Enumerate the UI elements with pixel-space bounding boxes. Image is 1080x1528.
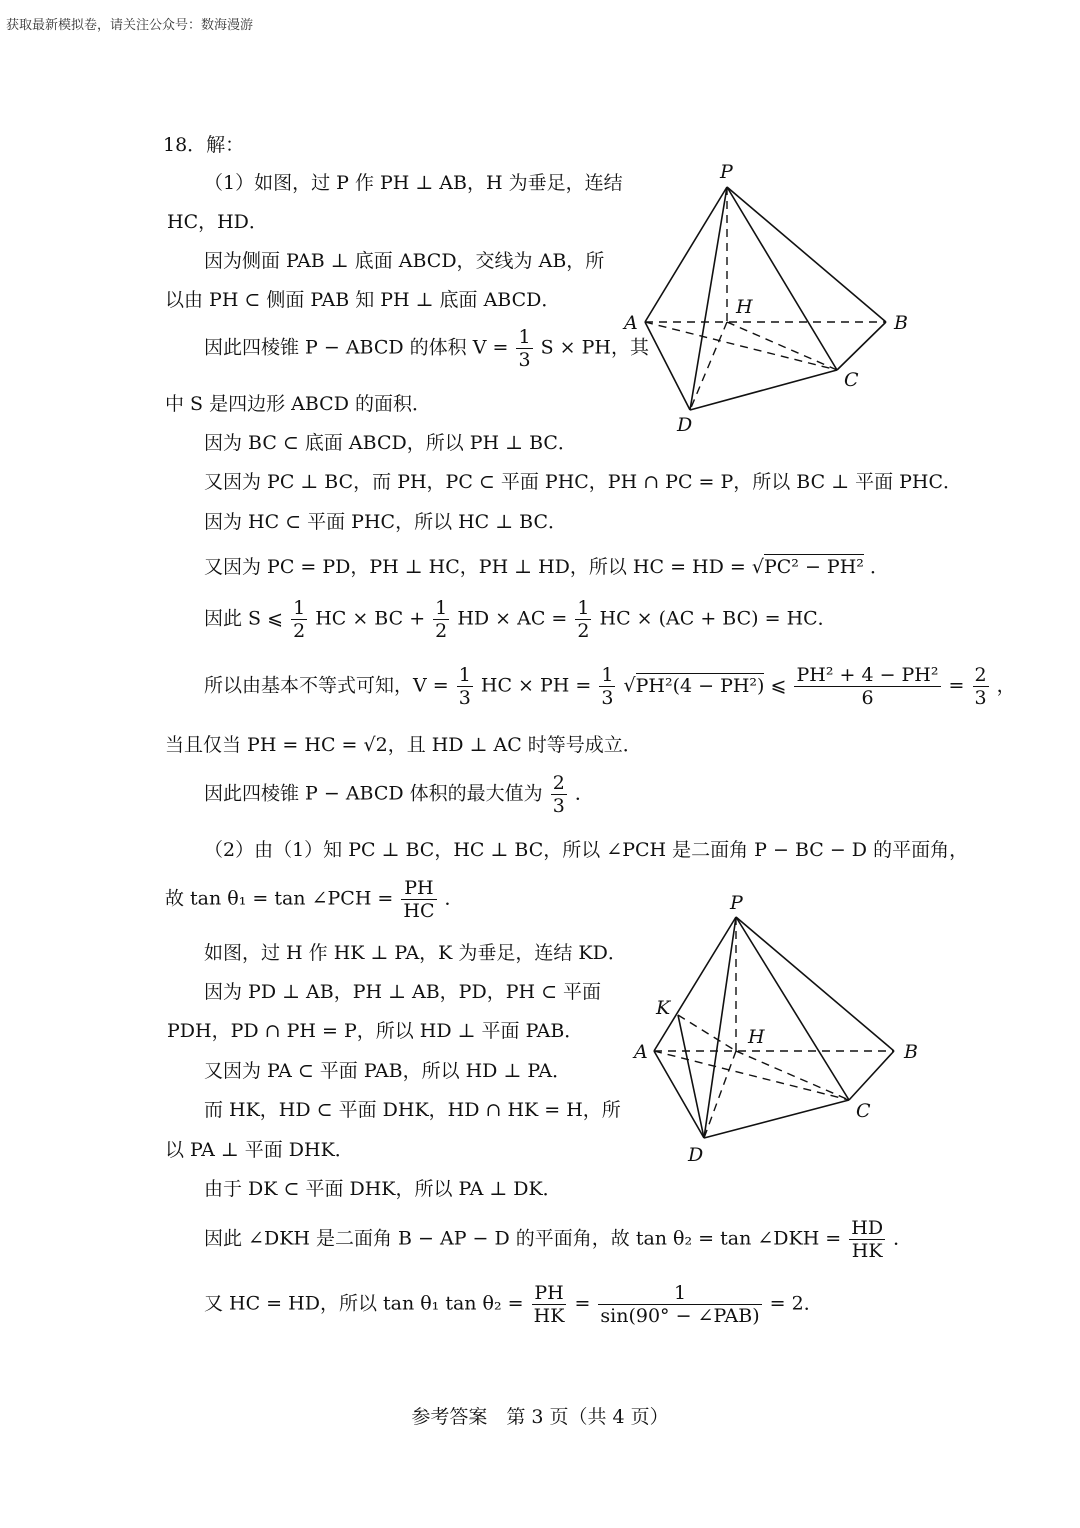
p1-line11-c: HD × AC = [457,607,568,630]
numerator: PH² + 4 − PH² [796,664,939,686]
p2-line2 [165,877,464,922]
label-k: K [656,997,671,1019]
label-h: H [736,296,753,318]
numerator: 1 [293,597,306,619]
fraction-two-thirds [551,772,567,817]
p1-line6: 中 S 是四边形 ABCD 的面积． [165,393,431,415]
numerator: PH [401,877,436,900]
label-b: B [904,1041,918,1063]
denominator: sin(90° − ∠PAB) [600,1305,760,1327]
denominator: 2 [577,620,590,642]
numerator: 1 [435,597,448,619]
p1-line12-c: ⩽ [770,674,787,697]
fraction-two-thirds [973,664,989,709]
numerator: 2 [974,664,987,686]
denominator: 3 [601,687,614,709]
numerator: PH [532,1282,567,1305]
p2-line5: PDH，PD ∩ PH = P，所以 HD ⊥ 平面 PAB． [167,1020,584,1042]
pyramid-figure-1 [610,150,930,450]
numerator: 2 [552,772,565,794]
p2-line8: 以 PA ⊥ 平面 DHK． [165,1139,354,1161]
radical: PC² − PH² [763,556,864,578]
denominator: HC [403,900,435,922]
p2-line6: 又因为 PA ⊂ 平面 PAB，所以 HD ⊥ PA． [204,1060,572,1082]
numerator: 1 [601,664,614,686]
label-p: P [730,892,743,914]
p2-line2-post: ． [444,887,464,910]
fraction-one-third [457,664,473,709]
p1-line5-post: S × PH，其 [540,336,649,359]
edge-pa [654,917,736,1051]
edge-pc [736,917,849,1100]
label-c: C [844,369,859,391]
numerator: 1 [598,1282,761,1305]
radical: PH²(4 − PH²) [635,674,765,697]
fraction-ph-hc [401,877,436,922]
p1-line9: 因为 HC ⊂ 平面 PHC，所以 HC ⊥ BC． [204,511,568,533]
numerator: 1 [577,597,590,619]
p1-line10: 又因为 PC = PD，PH ⊥ HC，PH ⊥ HD，所以 HC = HD = √PC² − PH² ． [204,556,889,578]
p1-line11-b: HC × BC + [315,607,426,630]
p2-line1: （2）由（1）知 PC ⊥ BC，HC ⊥ BC，所以 ∠PCH 是二面角 P − BC − D 的平面角， [204,839,969,861]
denominator: 3 [974,687,987,709]
p1-line8: 又因为 PC ⊥ BC，而 PH，PC ⊂ 平面 PHC，PH ∩ PC = P，所以 BC ⊥ 平面 PHC． [204,471,963,493]
fraction-one-third [599,664,615,709]
p1-line1: （1）如图，过 P 作 PH ⊥ AB，H 为垂足，连结 [204,172,623,194]
p2-line10-pre: 因此 ∠DKH 是二面角 B − AP − D 的平面角，故 tan θ₂ = tan ∠DKH = [204,1227,842,1250]
p1-line14-post: ． [574,782,594,805]
p1-line14 [204,772,594,817]
p1-line14-pre: 因此四棱锥 P − ABCD 体积的最大值为 [204,782,543,805]
p1-line4: 以由 PH ⊂ 侧面 PAB 知 PH ⊥ 底面 ABCD． [165,289,561,311]
denominator: 6 [861,687,874,709]
numerator: 1 [518,326,531,348]
diagonal-ac [645,322,837,370]
p1-line12-a: 所以由基本不等式可知，V = [204,674,449,697]
label-c: C [856,1100,871,1122]
fraction-sin [598,1282,761,1327]
p1-line12-e: ， [996,674,1016,697]
label-a: A [634,1041,648,1063]
segment-kd [678,1015,704,1138]
p1-line10-post: ． [869,556,889,578]
problem-number: 18．解： [163,134,245,156]
p1-line11-d: HC × (AC + BC) = HC． [599,607,837,630]
edge-ad [645,322,690,410]
edge-pa [645,187,727,322]
p1-line11 [204,597,837,642]
p1-line10-pre: 又因为 PC = PD，PH ⊥ HC，PH ⊥ HD，所以 HC = HD = [204,556,746,578]
denominator: HK [533,1305,565,1327]
label-d: D [688,1144,704,1166]
p2-line11-eq: = [574,1292,591,1315]
edge-ad [654,1051,704,1138]
p1-line5 [204,326,649,371]
numerator: HD [851,1217,884,1239]
p1-line3: 因为侧面 PAB ⊥ 底面 ABCD，交线为 AB，所 [204,250,605,272]
fraction-am-gm [794,664,940,709]
p2-line10-post: ． [893,1227,913,1250]
p1-line5-pre: 因此四棱锥 P − ABCD 的体积 V = [204,336,509,359]
p1-line13: 当且仅当 PH = HC = √2，且 HD ⊥ AC 时等号成立． [165,734,642,756]
p2-line10 [204,1217,912,1262]
segment-kh [678,1015,736,1051]
denominator: 2 [293,620,306,642]
denominator: 3 [458,687,471,709]
label-b: B [894,312,908,334]
edge-pc [727,187,837,370]
header-note: 获取最新模拟卷，请关注公众号：数海漫游 [6,18,254,33]
label-h: H [748,1026,765,1048]
pyramid-figure-2 [630,885,930,1175]
p1-line2: HC，HD． [167,211,268,233]
denominator: 3 [518,349,531,371]
p2-line9: 由于 DK ⊂ 平面 DHK，所以 PA ⊥ DK． [204,1178,562,1200]
denominator: HK [851,1240,883,1262]
p2-line2-pre: 故 tan θ₁ = tan ∠PCH = [165,887,394,910]
p2-line11 [204,1282,823,1327]
p1-line12-d: = [948,674,965,697]
edge-dc [690,370,837,410]
fraction-ph-hk [532,1282,567,1327]
p1-line11-a: 因此 S ⩽ [204,607,284,630]
edge-pd [690,187,727,410]
fraction-one-third [516,326,532,371]
denominator: 2 [435,620,448,642]
label-d: D [677,414,693,436]
edge-cb [849,1051,894,1100]
page-footer: 参考答案 第 3 页（共 4 页） [411,1406,669,1428]
edge-dc [704,1100,849,1138]
label-p: P [720,161,733,183]
p2-line7: 而 HK，HD ⊂ 平面 DHK，HD ∩ HK = H，所 [204,1099,621,1121]
fraction-half [575,597,591,642]
edge-pd [704,917,736,1138]
p2-line11-pre: 又 HC = HD，所以 tan θ₁ tan θ₂ = [204,1292,524,1315]
p1-line7: 因为 BC ⊂ 底面 ABCD，所以 PH ⊥ BC． [204,432,577,454]
fraction-hd-hk [849,1217,885,1262]
p2-line4: 因为 PD ⊥ AB，PH ⊥ AB，PD，PH ⊂ 平面 [204,981,602,1003]
p2-line11-post: = 2． [769,1292,823,1315]
p1-line12-b: HC × PH = [480,674,592,697]
denominator: 3 [552,795,565,817]
segment-hd [690,322,727,410]
numerator: 1 [458,664,471,686]
p2-line3: 如图，过 H 作 HK ⊥ PA，K 为垂足，连结 KD． [204,942,627,964]
fraction-half [433,597,449,642]
label-a: A [624,312,638,334]
edge-cb [837,322,886,370]
p1-line12: 所以由基本不等式可知，V = $\frac{1}{3}$ HC × PH = $\frac{1}{3}$ √PH²(4 − PH²) ⩽ $\frac{\text{PH² + 4 − PH²}}{6}$ = $\frac{2}{3}$ ， [204,664,1016,709]
fraction-half [291,597,307,642]
